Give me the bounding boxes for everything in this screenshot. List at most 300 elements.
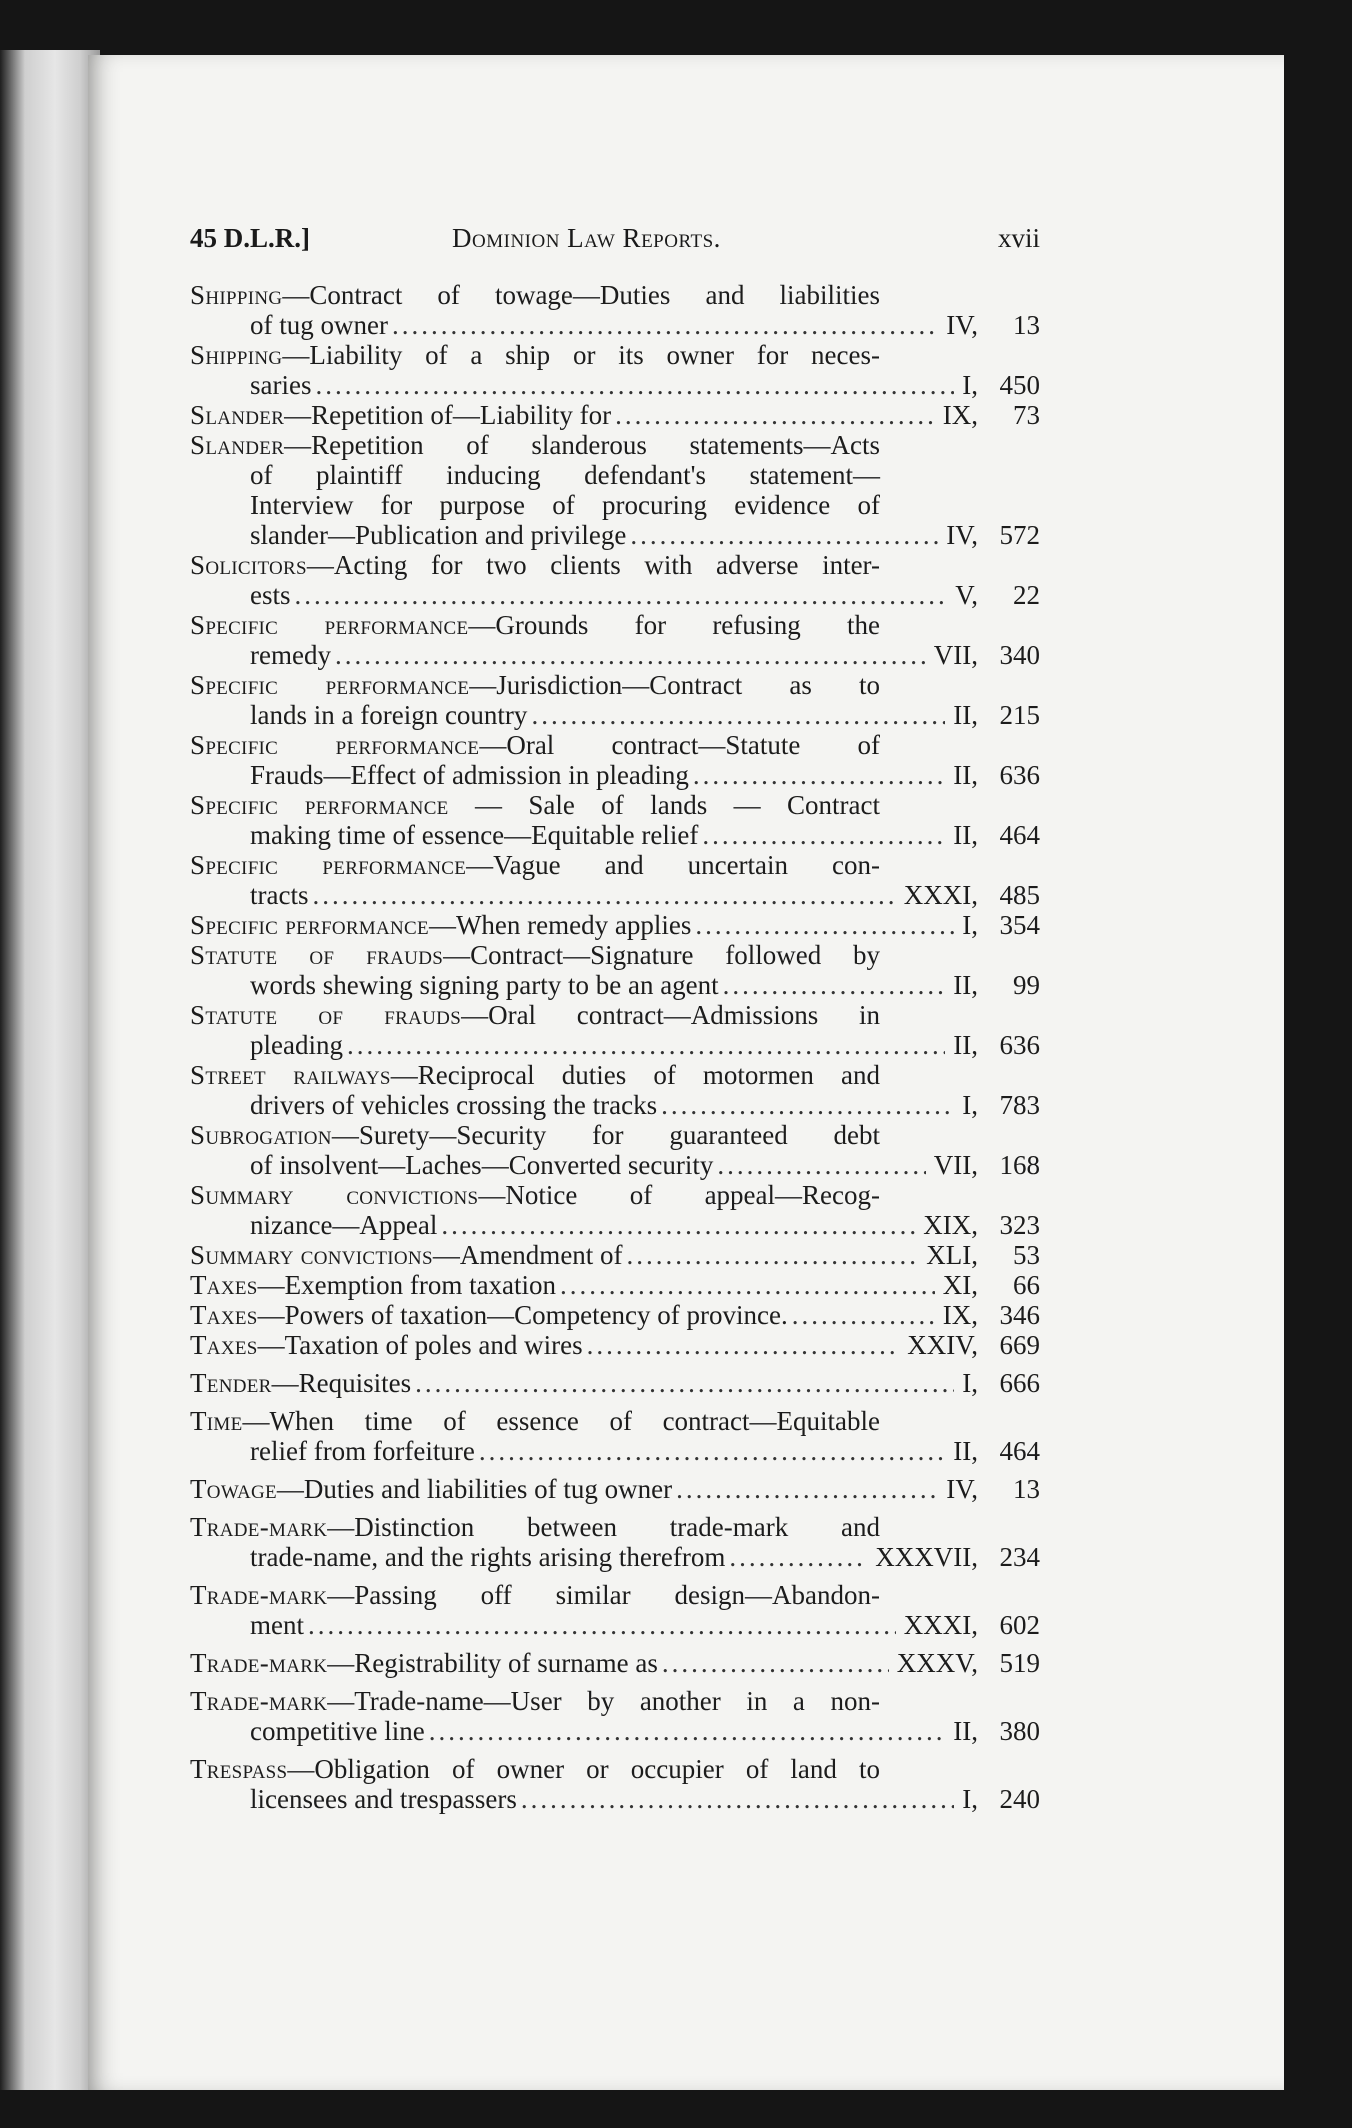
volume-page-reference xyxy=(962,1090,1040,1120)
entry-line xyxy=(190,910,1040,940)
index-entry xyxy=(190,1300,1040,1330)
entry-line xyxy=(190,1240,1040,1270)
dot-leaders xyxy=(676,1474,938,1504)
dot-leaders xyxy=(560,1270,935,1300)
volume-page-reference xyxy=(943,1270,1040,1300)
entry-subject: Statute of frauds xyxy=(190,1000,462,1030)
entry-line xyxy=(190,1754,1040,1784)
entry-description: —Powers of taxation—Competency of province. xyxy=(257,1300,788,1330)
entry-subject: Specific performance xyxy=(190,730,480,760)
entry-line xyxy=(190,1436,1040,1466)
dot-leaders xyxy=(702,820,945,850)
report-page-number: 99 xyxy=(1013,970,1040,1000)
entry-text xyxy=(250,820,698,850)
entry-line xyxy=(190,1030,1040,1060)
index-entry xyxy=(190,1120,1040,1180)
entry-description: —Repetition of slanderous statements—Acts xyxy=(284,430,880,460)
entry-line xyxy=(190,610,1040,640)
entry-line xyxy=(190,640,1040,670)
report-page-number: 572 xyxy=(999,520,1040,550)
volume-page-reference xyxy=(953,1436,1040,1466)
dot-leaders xyxy=(717,1150,925,1180)
volume-page-reference xyxy=(953,820,1040,850)
volume-number: IV, xyxy=(946,310,978,340)
entry-line xyxy=(190,1120,1040,1150)
dot-leaders xyxy=(315,370,954,400)
entry-description: —Obligation of owner or occupier of land to xyxy=(287,1754,880,1784)
entry-text xyxy=(250,1210,437,1240)
entry-text xyxy=(190,1754,880,1784)
entry-line xyxy=(190,940,1040,970)
index-entry xyxy=(190,670,1040,730)
entry-line xyxy=(190,820,1040,850)
entry-line xyxy=(190,700,1040,730)
entry-text xyxy=(190,910,691,940)
entry-line xyxy=(190,370,1040,400)
dot-leaders xyxy=(312,880,895,910)
entry-line xyxy=(190,1210,1040,1240)
entry-text xyxy=(190,670,880,700)
dot-leaders xyxy=(693,760,945,790)
dot-leaders xyxy=(295,580,948,610)
dot-leaders xyxy=(615,400,935,430)
report-page-number: 346 xyxy=(999,1300,1040,1330)
dot-leaders xyxy=(521,1784,954,1814)
entry-description: — Sale of lands — Contract xyxy=(448,790,880,820)
entry-text xyxy=(250,310,388,340)
entry-line xyxy=(190,670,1040,700)
volume-number: XI, xyxy=(942,1270,978,1300)
index-entry xyxy=(190,1474,1040,1504)
entry-text xyxy=(190,610,880,640)
entry-text xyxy=(190,430,880,460)
index-entry xyxy=(190,1060,1040,1120)
entry-line xyxy=(190,1270,1040,1300)
index-entry xyxy=(190,1270,1040,1300)
entry-description: pleading xyxy=(250,1030,343,1060)
report-page-number: 485 xyxy=(999,880,1040,910)
entry-text xyxy=(250,580,291,610)
entry-line xyxy=(190,1648,1040,1678)
entry-line xyxy=(190,850,1040,880)
volume-page-reference xyxy=(953,760,1040,790)
volume-page-reference xyxy=(953,970,1040,1000)
entry-text xyxy=(250,760,689,790)
index-entry xyxy=(190,550,1040,610)
entry-text xyxy=(190,1686,880,1716)
dot-leaders xyxy=(587,1330,900,1360)
index-entry xyxy=(190,910,1040,940)
report-page-number: 13 xyxy=(1013,310,1040,340)
volume-page-reference xyxy=(946,310,1040,340)
entry-line xyxy=(190,1580,1040,1610)
entry-description: —Trade-name—User by another in a non- xyxy=(327,1686,880,1716)
entry-text xyxy=(250,970,719,1000)
entry-line xyxy=(190,1090,1040,1120)
volume-page-reference xyxy=(907,1330,1040,1360)
volume-page-reference xyxy=(962,910,1040,940)
report-page-number: 73 xyxy=(1013,400,1040,430)
entry-description: —Grounds for refusing the xyxy=(468,610,880,640)
entry-line xyxy=(190,340,1040,370)
dot-leaders xyxy=(792,1300,935,1330)
entry-description: —Contract—Signature followed by xyxy=(443,940,880,970)
dot-leaders xyxy=(661,1090,954,1120)
volume-page-reference xyxy=(962,1784,1040,1814)
entry-line xyxy=(190,1686,1040,1716)
entry-description: —Reciprocal duties of motormen and xyxy=(390,1060,880,1090)
entry-subject: Summary convictions xyxy=(190,1180,479,1210)
dot-leaders xyxy=(630,520,938,550)
entry-line xyxy=(190,1542,1040,1572)
entry-line xyxy=(190,1406,1040,1436)
volume-page-reference xyxy=(962,370,1040,400)
entry-text xyxy=(190,1270,556,1300)
entry-description: of tug owner xyxy=(250,310,388,340)
entry-description: —Acting for two clients with adverse inter- xyxy=(306,550,880,580)
volume-number: VII, xyxy=(933,640,978,670)
index-entry xyxy=(190,790,1040,850)
report-page-number: 669 xyxy=(999,1330,1040,1360)
volume-number: IV, xyxy=(946,520,978,550)
volume-number: II, xyxy=(953,1436,978,1466)
volume-page-reference xyxy=(955,580,1040,610)
entry-line xyxy=(190,400,1040,430)
entry-line xyxy=(190,550,1040,580)
entry-line xyxy=(190,280,1040,310)
volume-page-reference xyxy=(904,880,1040,910)
volume-number: I, xyxy=(962,1368,978,1398)
index-entry xyxy=(190,1686,1040,1746)
entry-text xyxy=(250,1716,425,1746)
entry-text xyxy=(250,490,880,520)
report-page-number: 464 xyxy=(999,1436,1040,1466)
entry-text xyxy=(250,640,331,670)
index-entry xyxy=(190,1000,1040,1060)
report-page-number: 66 xyxy=(1013,1270,1040,1300)
volume-page-reference xyxy=(875,1542,1040,1572)
entry-line xyxy=(190,1474,1040,1504)
dot-leaders xyxy=(335,640,926,670)
index-entry xyxy=(190,1512,1040,1572)
entry-text xyxy=(250,460,880,490)
entry-line xyxy=(190,520,1040,550)
entry-subject: Specific performance xyxy=(190,790,449,820)
report-page-number: 234 xyxy=(999,1542,1040,1572)
entry-text xyxy=(190,1648,658,1678)
entry-text xyxy=(250,1542,725,1572)
entry-line xyxy=(190,1300,1040,1330)
index-entry xyxy=(190,430,1040,550)
entry-subject: Trespass xyxy=(190,1754,288,1784)
entry-text xyxy=(250,1090,657,1120)
report-page-number: 464 xyxy=(999,820,1040,850)
running-header xyxy=(190,215,1040,265)
entry-subject: Specific performance xyxy=(190,670,470,700)
entry-line xyxy=(190,1180,1040,1210)
volume-number: IX, xyxy=(942,400,978,430)
report-page-number: 380 xyxy=(999,1716,1040,1746)
entry-text xyxy=(250,1150,713,1180)
entry-description: making time of essence—Equitable relief xyxy=(250,820,699,850)
entry-subject: Tender xyxy=(190,1368,272,1398)
volume-number: IV, xyxy=(946,1474,978,1504)
entry-description: —Surety—Security for guaranteed debt xyxy=(331,1120,880,1150)
entry-description: of plaintiff inducing defendant's statement— xyxy=(250,460,880,490)
entry-description: —Repetition of—Liability for xyxy=(284,400,612,430)
publication-title: Dominion Law Reports. xyxy=(452,223,721,253)
report-page-number: 636 xyxy=(999,760,1040,790)
index-entry xyxy=(190,850,1040,910)
index-entry xyxy=(190,1580,1040,1640)
entry-text xyxy=(190,550,880,580)
volume-number: II, xyxy=(953,760,978,790)
index-entry xyxy=(190,1180,1040,1240)
report-page-number: 450 xyxy=(999,370,1040,400)
volume-page-reference xyxy=(953,700,1040,730)
volume-page-reference xyxy=(934,640,1040,670)
volume-page-reference xyxy=(943,1300,1040,1330)
dot-leaders xyxy=(662,1648,889,1678)
entry-line xyxy=(190,760,1040,790)
volume-number: XXIV, xyxy=(907,1330,978,1360)
entry-description: remedy xyxy=(250,640,331,670)
entry-description: —Contract of towage—Duties and liabilities xyxy=(282,280,880,310)
entry-line xyxy=(190,1330,1040,1360)
entry-text xyxy=(190,940,880,970)
report-page-number: 636 xyxy=(999,1030,1040,1060)
entry-text xyxy=(190,1120,880,1150)
entry-line xyxy=(190,1716,1040,1746)
entry-description: nizance—Appeal xyxy=(250,1210,438,1240)
entry-text xyxy=(250,880,308,910)
entry-line xyxy=(190,310,1040,340)
entry-description: competitive line xyxy=(250,1716,425,1746)
index-entry xyxy=(190,610,1040,670)
dot-leaders xyxy=(627,1240,919,1270)
entry-description: —Liability of a ship or its owner for neces- xyxy=(282,340,880,370)
dot-leaders xyxy=(729,1542,867,1572)
index-entry xyxy=(190,1754,1040,1814)
volume-page-reference xyxy=(953,1716,1040,1746)
entry-subject: Taxes xyxy=(190,1330,258,1360)
entry-text xyxy=(190,1474,672,1504)
entry-text xyxy=(190,1180,880,1210)
index-entry xyxy=(190,730,1040,790)
entry-text xyxy=(250,1436,475,1466)
volume-number: XXXVII, xyxy=(875,1542,978,1572)
volume-number: XIX, xyxy=(923,1210,978,1240)
report-page-number: 602 xyxy=(999,1610,1040,1640)
entry-line xyxy=(190,790,1040,820)
report-page-number: 168 xyxy=(999,1150,1040,1180)
dot-leaders xyxy=(415,1368,954,1398)
entry-subject: Specific performance xyxy=(190,910,429,940)
report-page-number: 666 xyxy=(999,1368,1040,1398)
volume-number: II, xyxy=(953,970,978,1000)
entry-subject: Shipping xyxy=(190,340,283,370)
entry-description: of insolvent—Laches—Converted security xyxy=(250,1150,714,1180)
volume-number: I, xyxy=(962,1090,978,1120)
volume-number: XXXI, xyxy=(903,880,978,910)
entry-subject: Time xyxy=(190,1406,243,1436)
entry-description: —Amendment of xyxy=(432,1240,623,1270)
report-page-number: 783 xyxy=(999,1090,1040,1120)
index-entry xyxy=(190,940,1040,1000)
volume-reference: 45 D.L.R.] xyxy=(190,223,310,253)
volume-number: II, xyxy=(953,1716,978,1746)
volume-number: I, xyxy=(962,910,978,940)
entry-text xyxy=(250,700,527,730)
volume-number: II, xyxy=(953,700,978,730)
entry-text xyxy=(190,1406,880,1436)
entry-description: —Oral contract—Statute of xyxy=(479,730,880,760)
dot-leaders xyxy=(392,310,938,340)
volume-number: II, xyxy=(953,1030,978,1060)
entry-text xyxy=(190,730,880,760)
report-page-number: 323 xyxy=(999,1210,1040,1240)
entry-subject: Trade-mark xyxy=(190,1686,328,1716)
entry-text xyxy=(190,850,880,880)
volume-page-reference xyxy=(946,520,1040,550)
entry-description: —When remedy applies xyxy=(428,910,692,940)
report-page-number: 22 xyxy=(1013,580,1040,610)
entry-line xyxy=(190,1000,1040,1030)
volume-page-reference xyxy=(946,1474,1040,1504)
dot-leaders xyxy=(695,910,954,940)
book-page-edge xyxy=(0,50,100,2090)
volume-number: XLI, xyxy=(926,1240,978,1270)
entry-description: ment xyxy=(250,1610,304,1640)
entry-text xyxy=(190,1060,880,1090)
report-page-number: 519 xyxy=(999,1648,1040,1678)
volume-page-reference xyxy=(904,1610,1040,1640)
entry-text xyxy=(190,340,880,370)
volume-page-reference xyxy=(926,1240,1040,1270)
index-entries xyxy=(190,280,1040,1814)
entry-description: —Jurisdiction—Contract as to xyxy=(469,670,880,700)
volume-page-reference xyxy=(897,1648,1040,1678)
entry-subject: Shipping xyxy=(190,280,283,310)
entry-text xyxy=(250,370,311,400)
volume-number: XXXV, xyxy=(896,1648,978,1678)
entry-text xyxy=(190,1330,583,1360)
index-entry xyxy=(190,1648,1040,1678)
entry-subject: Specific performance xyxy=(190,850,467,880)
entry-line xyxy=(190,460,1040,490)
entry-subject: Specific performance xyxy=(190,610,469,640)
entry-line xyxy=(190,580,1040,610)
volume-page-reference xyxy=(962,1368,1040,1398)
entry-description: lands in a foreign country xyxy=(250,700,528,730)
dot-leaders xyxy=(347,1030,945,1060)
entry-description: Frauds—Effect of admission in pleading xyxy=(250,760,689,790)
entry-description: —Oral contract—Admissions in xyxy=(461,1000,880,1030)
dot-leaders xyxy=(441,1210,915,1240)
volume-page-reference xyxy=(923,1210,1040,1240)
index-entry xyxy=(190,1240,1040,1270)
entry-subject: Street railways xyxy=(190,1060,391,1090)
report-page-number: 53 xyxy=(1013,1240,1040,1270)
entry-description: —Registrability of surname as xyxy=(327,1648,658,1678)
volume-number: VII, xyxy=(933,1150,978,1180)
entry-subject: Slander xyxy=(190,400,285,430)
entry-text xyxy=(190,1512,880,1542)
entry-description: words shewing signing party to be an agent xyxy=(250,970,719,1000)
entry-line xyxy=(190,1060,1040,1090)
entry-description: ests xyxy=(250,580,291,610)
volume-number: I, xyxy=(962,370,978,400)
entry-text xyxy=(190,1000,880,1030)
entry-subject: Trade-mark xyxy=(190,1648,328,1678)
entry-description: —Exemption from taxation xyxy=(257,1270,557,1300)
dot-leaders xyxy=(531,700,945,730)
index-entry xyxy=(190,1330,1040,1360)
index-entry xyxy=(190,340,1040,400)
entry-subject: Trade-mark xyxy=(190,1512,328,1542)
dot-leaders xyxy=(479,1436,945,1466)
entry-line xyxy=(190,880,1040,910)
entry-subject: Taxes xyxy=(190,1270,258,1300)
volume-number: IX, xyxy=(942,1300,978,1330)
entry-description: tracts xyxy=(250,880,309,910)
entry-text xyxy=(190,1300,788,1330)
entry-text xyxy=(250,1030,343,1060)
index-entry xyxy=(190,1368,1040,1398)
entry-description: licensees and trespassers xyxy=(250,1784,517,1814)
entry-description: drivers of vehicles crossing the tracks xyxy=(250,1090,658,1120)
volume-number: II, xyxy=(953,820,978,850)
entry-text xyxy=(190,400,611,430)
entry-line xyxy=(190,430,1040,460)
entry-text xyxy=(190,1368,411,1398)
entry-line xyxy=(190,490,1040,520)
volume-number: V, xyxy=(955,580,978,610)
report-page-number: 215 xyxy=(999,700,1040,730)
index-entry xyxy=(190,280,1040,340)
entry-text xyxy=(190,790,880,820)
entry-text xyxy=(190,1580,880,1610)
dot-leaders xyxy=(429,1716,946,1746)
entry-description: saries xyxy=(250,370,312,400)
entry-line xyxy=(190,1610,1040,1640)
entry-subject: Statute of frauds xyxy=(190,940,444,970)
entry-subject: Slander xyxy=(190,430,285,460)
entry-description: —Notice of appeal—Recog- xyxy=(478,1180,880,1210)
index-entry xyxy=(190,400,1040,430)
volume-page-reference xyxy=(943,400,1040,430)
entry-line xyxy=(190,1150,1040,1180)
entry-line xyxy=(190,1368,1040,1398)
entry-text xyxy=(250,1784,517,1814)
entry-description: trade-name, and the rights arising therefrom xyxy=(250,1542,726,1572)
report-page-number: 240 xyxy=(999,1784,1040,1814)
entry-text xyxy=(250,1610,304,1640)
entry-description: slander—Publication and privilege xyxy=(250,520,627,550)
entry-subject: Subrogation xyxy=(190,1120,332,1150)
entry-description: —Passing off similar design—Abandon- xyxy=(327,1580,880,1610)
entry-subject: Taxes xyxy=(190,1300,258,1330)
dot-leaders xyxy=(308,1610,896,1640)
entry-description: relief from forfeiture xyxy=(250,1436,475,1466)
entry-line xyxy=(190,970,1040,1000)
entry-description: —Taxation of poles and wires xyxy=(257,1330,583,1360)
volume-number: I, xyxy=(962,1784,978,1814)
report-page-number: 354 xyxy=(999,910,1040,940)
entry-description: —Duties and liabilities of tug owner xyxy=(276,1474,673,1504)
index-entry xyxy=(190,1406,1040,1466)
entry-text xyxy=(250,520,626,550)
